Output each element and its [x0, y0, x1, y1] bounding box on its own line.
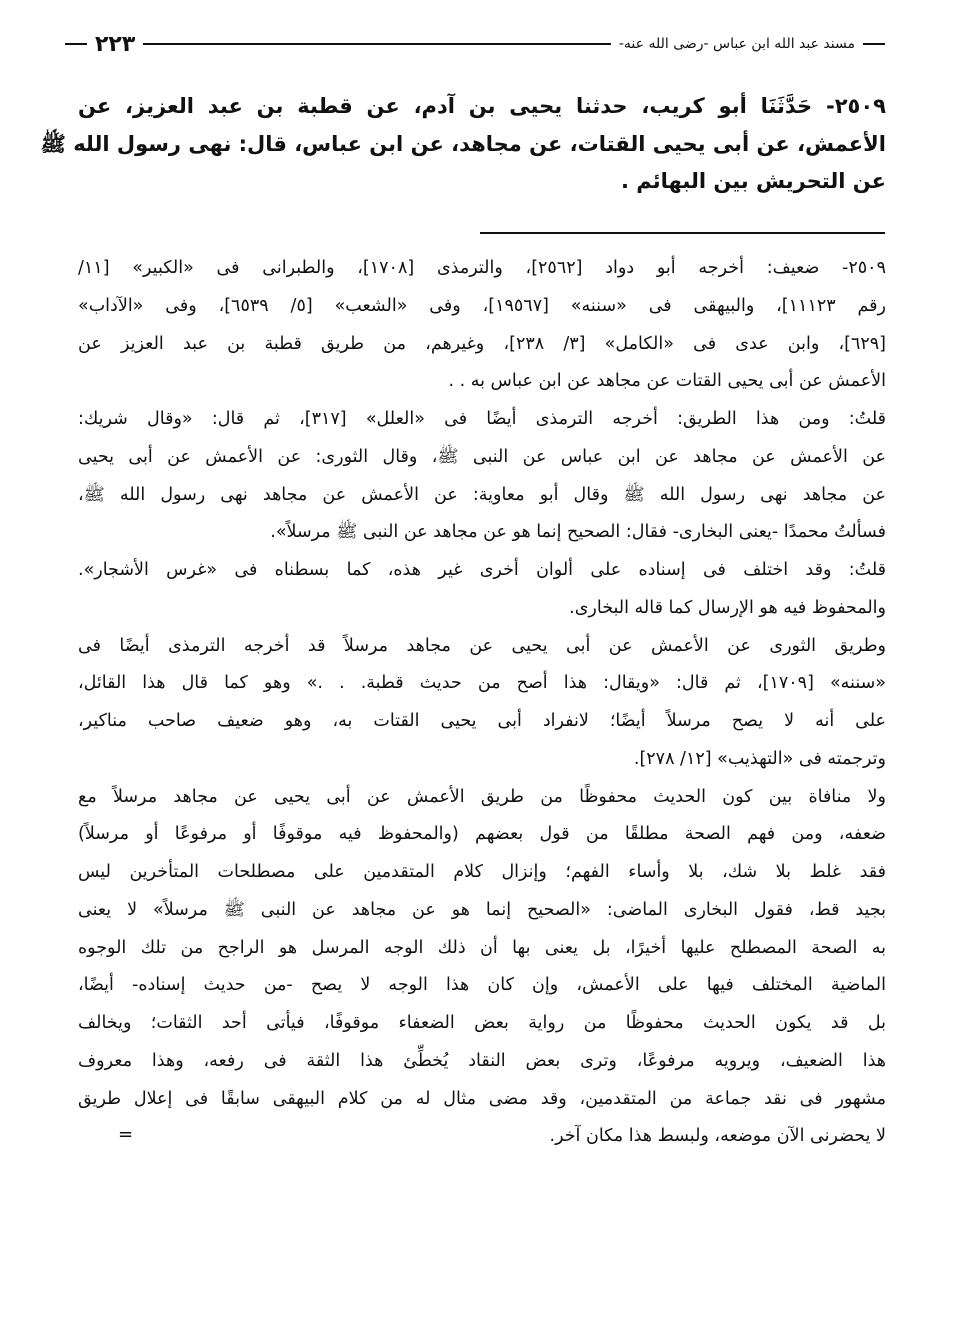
- header-dash: [863, 43, 885, 45]
- footnote-line: هذا الضعيف، ويرويه مرفوعًا، وترى بعض النقاد يُخطِّئ هذا الثقة فى رفعه، وهذا معروف: [78, 1050, 886, 1071]
- footnote-line: قلتُ: ومن هذا الطريق: أخرجه الترمذى أيضًا فى «العلل» [٣١٧]، ثم قال: «وقال شريك:: [78, 409, 886, 429]
- footnote-line: قلتُ: وقد اختلف فى إسناده على ألوان أخرى غير هذه، كما بسطناه فى «غرس الأشجار».: [78, 560, 886, 580]
- footnote-line: على أنه لا يصح مرسلاً أيضًا؛ لانفراد أبى يحيى القتات به، وهو ضعيف صاحب مناكير،: [78, 711, 886, 731]
- footnote-line: عن مجاهد نهى رسول الله ﷺ وقال أبو معاوية: عن الأعمش عن مجاهد نهى رسول الله ﷺ،: [78, 484, 886, 505]
- footnote-line: وترجمته فى «التهذيب» [١٢/ ٢٧٨].: [633, 748, 886, 769]
- page-number: ٢٢٣: [95, 31, 136, 57]
- hadith-line: ٢٥٠٩- حَدَّثَنَا أبو كريب، حدثنا يحيى بن آدم، عن قطبة بن عبد العزيز، عن: [78, 94, 886, 118]
- header-dash: [65, 43, 87, 45]
- running-title: مسند عبد الله ابن عباس -رضى الله عنه-: [618, 36, 855, 52]
- hadith-line: عن التحريش بين البهائم .: [620, 169, 886, 193]
- footnote-line: مشهور فى نقد جماعة من المتقدمين، وقد مضى مثال له من كلام البيهقى سابقًا فى إعلال طريق: [78, 1088, 886, 1109]
- footnote-line: والمحفوظ فيه هو الإرسال كما قاله البخارى.: [569, 597, 886, 618]
- footnote-text: [78, 250, 886, 1156]
- footnote-line: عن الأعمش عن مجاهد عن ابن عباس عن النبى ﷺ، وقال الثورى: عن الأعمش عن أبى يحيى: [78, 446, 886, 467]
- footnote-line: ٢٥٠٩- ضعيف: أخرجه أبو دواد [٢٥٦٢]، والترمذى [١٧٠٨]، والطبرانى فى «الكبير» [١١/: [78, 258, 886, 278]
- running-header: [65, 30, 885, 58]
- footnote-line: [٦٢٩]، وابن عدى فى «الكامل» [٣/ ٢٣٨]، وغيرهم، من طريق قطبة بن عبد العزيز عن: [78, 333, 886, 354]
- footnote-separator: [480, 232, 885, 234]
- footnote-line: رقم ١١١٢٣]، والبيهقى فى «سننه» [١٩٥٦٧]، وفى «الشعب» [٥/ ٦٥٣٩]، وفى «الآداب»: [78, 295, 886, 316]
- footnote-line: فسألتُ محمدًا -يعنى البخارى- فقال: الصحيح إنما هو عن مجاهد عن النبى ﷺ مرسلاً».: [270, 522, 886, 543]
- hadith-text: [40, 88, 886, 201]
- footnote-line: فقد غلط بلا شك، بلا وأساء الفهم؛ وإنزال كلام المتقدمين على مصطلحات المتأخرين ليس: [78, 862, 886, 882]
- footnote-line: الماضية المختلف فيها على الأعمش، وإن كان هذا الوجه لا يصح -من حديث إسناده- أيضًا،: [78, 975, 886, 996]
- footnote-line: به الصحة المصطلح عليها أخيرًا، بل يعنى بها أن ذلك الوجه المرسل هو الراجح من تلك الوجوه: [78, 937, 886, 958]
- footnote-line: وطريق الثورى عن الأعمش عن أبى يحيى عن مجاهد مرسلاً قد أخرجه الترمذى أيضًا فى: [78, 635, 886, 656]
- footnote-line: لا يحضرنى الآن موضعه، ولبسط هذا مكان آخر.: [549, 1126, 886, 1147]
- footnote-line: ولا منافاة بين كون الحديث محفوظًا من طريق الأعمش عن أبى يحيى عن مجاهد مرسلاً مع: [78, 786, 886, 807]
- header-rule: [143, 43, 611, 45]
- footnote-line: «سننه» [١٧٠٩]، ثم قال: «ويقال: هذا أصح من حديث قطبة. . .» وهو كما قال هذا القائل،: [78, 673, 886, 694]
- continuation-mark: =: [118, 1124, 134, 1145]
- hadith-line: الأعمش، عن أبى يحيى القتات، عن مجاهد، عن ابن عباس، قال: نهى رسول الله ﷺ: [40, 131, 886, 156]
- footnote-line: الأعمش عن أبى يحيى القتات عن مجاهد عن ابن عباس به . .: [448, 371, 886, 392]
- footnote-line: ضعفه، ومن فهم الصحة مطلقًا من قول بعضهم (والمحفوظ فيه موقوفًا أو مرفوعًا أو مرسلاً): [78, 824, 886, 845]
- footnote-line: بجيد قط، فقول البخارى الماضى: «الصحيح إنما هو عن مجاهد عن النبى ﷺ مرسلاً» لا يعنى: [78, 899, 886, 920]
- footnote-line: بل قد يكون الحديث محفوظًا من رواية بعض الضعفاء موقوفًا، فيأتى أحد الثقات؛ ويخالف: [78, 1013, 886, 1033]
